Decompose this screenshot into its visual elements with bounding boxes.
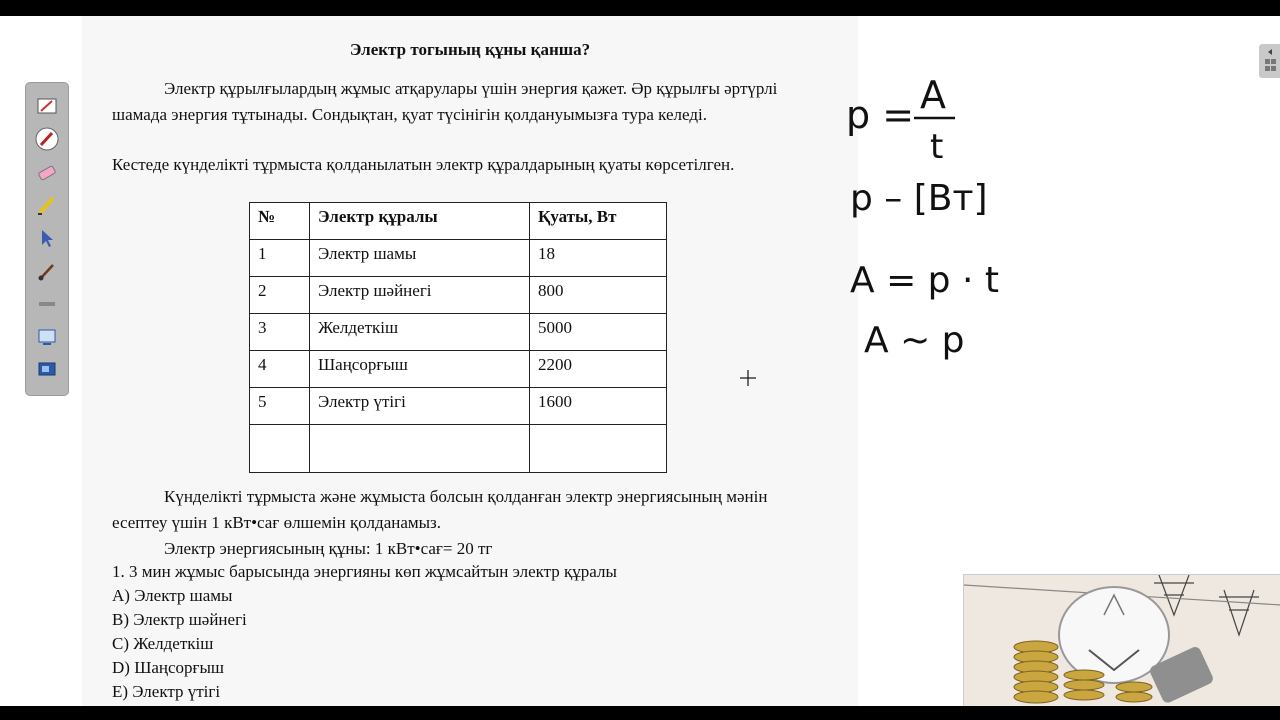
display-icon[interactable] xyxy=(32,355,62,385)
table-cell: Электр үтігі xyxy=(310,388,530,425)
question-text: 1. 3 мин жұмыс барысында энергияны көп жұмсайтын электр құралы xyxy=(112,562,617,581)
table-cell xyxy=(530,425,667,473)
paragraph-2: Кестеде күнделікті тұрмыста қолданылатын электр құралдарының қуаты көрсетілген. xyxy=(112,155,735,174)
crosshair-cursor-icon xyxy=(740,370,756,386)
select-pen-icon[interactable] xyxy=(32,91,62,121)
table-row xyxy=(250,351,667,388)
paragraph-4: Электр энергиясының құны: 1 кВт•сағ= 20 тг xyxy=(164,539,493,558)
brush-icon[interactable] xyxy=(32,256,62,286)
paragraph-1: Электр құрылғылардың жұмыс атқарулары үшін энергия қажет. Әр құрылғы әртүрлі шамада энергия тұтынады. Сондықтан, қуат түсінігін қолдануымызға тура келеді. xyxy=(112,79,778,124)
document-page xyxy=(82,16,858,706)
table-cell: Желдеткіш xyxy=(310,314,530,351)
formula2: p – [Вт] xyxy=(850,178,988,219)
formula1-numerator: A xyxy=(920,73,946,117)
illustration-thumbnail xyxy=(963,574,1280,708)
table-cell xyxy=(310,425,530,473)
bottom-black-bar xyxy=(0,706,1280,720)
pen-icon[interactable] xyxy=(32,124,62,154)
top-black-bar xyxy=(0,0,1280,16)
answer-option-e: Е) Электр үтігі xyxy=(112,682,221,701)
paragraph-3: Күнделікті тұрмыста және жұмыста болсын қолданған электр энергиясының мәнін есептеу үшін 1 кВт•сағ өлшемін қолданамыз. xyxy=(112,487,768,532)
answer-option-a: А) Электр шамы xyxy=(112,586,233,605)
annotation-toolbar xyxy=(25,82,69,396)
table-row xyxy=(250,314,667,351)
answer-option-b: В) Электр шәйнегі xyxy=(112,610,247,629)
table-cell xyxy=(250,425,310,473)
table-cell: 800 xyxy=(530,277,667,314)
table-cell: Электр шәйнегі xyxy=(310,277,530,314)
answer-option-d: D) Шаңсорғыш xyxy=(112,658,225,677)
table-header-row xyxy=(250,203,667,240)
table-cell: 18 xyxy=(530,240,667,277)
page-title: Электр тогының құны қанша? xyxy=(349,40,591,59)
table-row xyxy=(250,277,667,314)
table-cell: 2 xyxy=(250,277,310,314)
table-header-power: Қуаты, Вт xyxy=(530,203,667,240)
table-cell: 1600 xyxy=(530,388,667,425)
formula4: A ~ p xyxy=(864,320,965,361)
table-cell: 3 xyxy=(250,314,310,351)
table-row xyxy=(250,425,667,473)
eraser-icon[interactable] xyxy=(32,157,62,187)
devices-table xyxy=(249,202,667,473)
pointer-icon[interactable] xyxy=(32,223,62,253)
table-cell: 2200 xyxy=(530,351,667,388)
table-cell: 5 xyxy=(250,388,310,425)
highlighter-icon[interactable] xyxy=(32,190,62,220)
line-icon[interactable] xyxy=(32,289,62,319)
table-cell: Электр шамы xyxy=(310,240,530,277)
lightbulb-coins-illustration xyxy=(964,575,1280,707)
formula1-denominator: t xyxy=(930,127,944,167)
table-header-number: № xyxy=(250,203,310,240)
formula1-lhs: p = xyxy=(846,93,915,137)
table-row xyxy=(250,388,667,425)
table-row xyxy=(250,240,667,277)
table-cell: 5000 xyxy=(530,314,667,351)
table-header-device: Электр құралы xyxy=(310,203,530,240)
handwritten-formulas xyxy=(830,70,1060,370)
formula3: A = p · t xyxy=(850,260,999,301)
answer-option-c: С) Желдеткіш xyxy=(112,634,214,653)
side-panel-tab[interactable] xyxy=(1259,44,1280,78)
table-cell: 1 xyxy=(250,240,310,277)
table-cell: Шаңсорғыш xyxy=(310,351,530,388)
table-cell: 4 xyxy=(250,351,310,388)
screen-capture-icon[interactable] xyxy=(32,322,62,352)
